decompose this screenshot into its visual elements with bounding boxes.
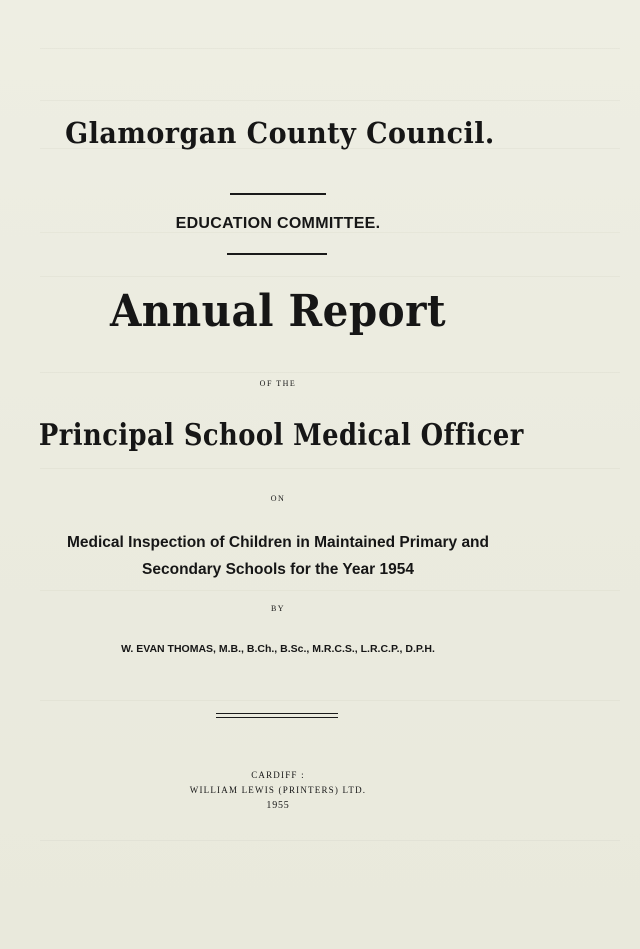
- subject-line-2: Secondary Schools for the Year 1954: [142, 561, 414, 578]
- officer-title: Principal School Medical Officer: [38, 418, 524, 453]
- by-label: BY: [270, 604, 286, 613]
- double-rule-bottom: [216, 717, 338, 718]
- on-label: ON: [270, 494, 286, 503]
- subject-line-1: Medical Inspection of Children in Maintained Primary and: [66, 534, 489, 551]
- council-name: Glamorgan County Council.: [65, 116, 495, 150]
- double-rule-top: [216, 713, 338, 714]
- divider-rule: [230, 193, 326, 195]
- divider-rule: [227, 253, 327, 255]
- imprint-year: 1955: [266, 800, 290, 811]
- of-the-label: OF THE: [259, 379, 297, 388]
- author-credentials: W. EVAN THOMAS, M.B., B.Ch., B.Sc., M.R.C.S., L.R.C.P., D.P.H.: [121, 643, 435, 655]
- committee-heading: EDUCATION COMMITTEE.: [175, 215, 381, 232]
- report-title: Annual Report: [109, 286, 447, 337]
- imprint-printer: WILLIAM LEWIS (PRINTERS) LTD.: [189, 785, 367, 795]
- imprint-place: CARDIFF :: [251, 770, 305, 780]
